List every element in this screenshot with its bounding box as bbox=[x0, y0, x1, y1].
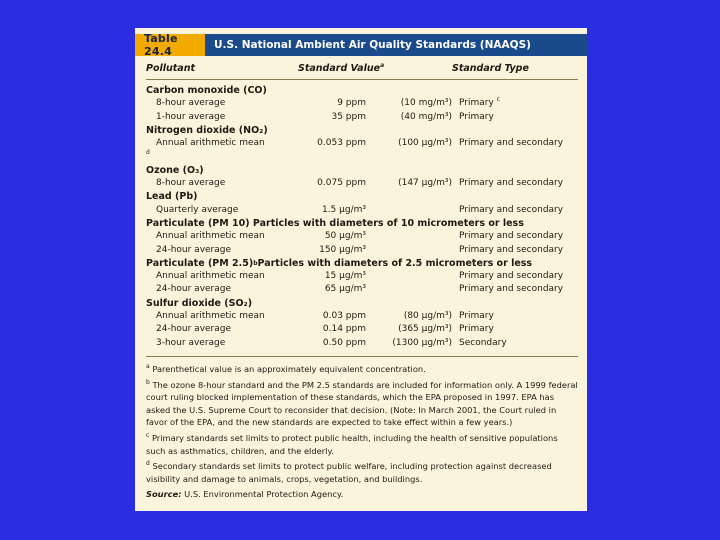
table-row bbox=[146, 150, 578, 163]
table-row: 1-hour average 35 ppm (40 mg/m³) Primary bbox=[156, 111, 494, 122]
group-heading: Particulate (PM 10) Particles with diameters of 10 micrometers or less bbox=[146, 217, 524, 229]
table-title: U.S. National Ambient Air Quality Standards (NAAQS) bbox=[214, 39, 531, 51]
table-row: 8-hour average 0.075 ppm (147 µg/m³) Primary and secondary bbox=[156, 178, 564, 189]
group-heading: Particulate (PM 2.5) b Particles with diameters of 2.5 micrometers or less bbox=[146, 257, 533, 269]
group-heading: Sulfur dioxide (SO₂) bbox=[146, 297, 253, 309]
group-heading: Nitrogen dioxide (NO₂) bbox=[146, 124, 268, 136]
table-row: Annual arithmetic mean 0.03 ppm (80 µg/m³) Primary bbox=[156, 311, 494, 322]
table-row: 24-hour average 65 µg/m³ Primary and secondary bbox=[156, 284, 564, 295]
footnote-b: $^b$ The ozone 8-hour standard and the PM 2.5 standards are included for information only. A 1999 federal court ruling blocked implementation of these standards, which the EPA proposed in 1997. EPA has asked the U.S. Supreme Court to reconsider that decision. (Note: In March 2001, the Court ruled in favor of the EPA, and the new standards are expected to take effect within a few years.) bbox=[146, 378, 578, 428]
group-heading: Lead (Pb) bbox=[146, 191, 198, 203]
table-card bbox=[135, 28, 587, 511]
table-row: 3-hour average 0.50 ppm (1300 µg/m³) Secondary bbox=[156, 337, 507, 348]
footnote-mark: d bbox=[146, 149, 150, 157]
header-divider bbox=[146, 79, 578, 80]
group-heading: Ozone (O₃) bbox=[146, 164, 204, 176]
footnote-divider bbox=[146, 356, 578, 357]
header-footnote-mark: a bbox=[380, 62, 385, 70]
table-content bbox=[146, 62, 578, 504]
footnote-c: $^c$ Primary standards set limits to protect public health, including the health of sensitive populations such as asthmatics, children, and the elderly. bbox=[146, 432, 558, 456]
table-row: 8-hour average 9 ppm (10 mg/m³) Primary $^c$ bbox=[156, 96, 500, 109]
footnote-d: $^d$ Secondary standards set limits to protect public welfare, including protection against decreased visibility and damage to animals, crops, vegetation, and buildings. bbox=[146, 460, 552, 484]
table-row: Annual arithmetic mean 0.053 ppm (100 µg/m³) Primary and secondary bbox=[156, 138, 564, 149]
header-pollutant: Pollutant bbox=[146, 63, 196, 75]
group-heading: Carbon monoxide (CO) bbox=[146, 85, 267, 96]
footnote-a: $^a$ Parenthetical value is an approximately equivalent concentration. bbox=[146, 363, 426, 374]
table-row: Annual arithmetic mean 50 µg/m³ Primary and secondary bbox=[156, 231, 564, 242]
table-row: 24-hour average 0.14 ppm (365 µg/m³) Primary bbox=[156, 324, 494, 335]
table-title-bar bbox=[135, 34, 587, 56]
table-row: Quarterly average 1.5 µg/m³ Primary and secondary bbox=[156, 204, 564, 215]
column-header-row bbox=[146, 62, 578, 76]
source-note: Source: U.S. Environmental Protection Agency. bbox=[146, 489, 344, 500]
table-number: Table 24.4 bbox=[135, 34, 205, 56]
table-row: 24-hour average 150 µg/m³ Primary and secondary bbox=[156, 244, 564, 255]
header-standard-value: Standard Value$^a$ bbox=[298, 62, 385, 75]
footnotes bbox=[146, 363, 578, 501]
header-standard-type: Standard Type bbox=[452, 63, 529, 75]
table-row: Annual arithmetic mean 15 µg/m³ Primary and secondary bbox=[156, 271, 564, 282]
footnote-mark: c bbox=[496, 96, 500, 104]
